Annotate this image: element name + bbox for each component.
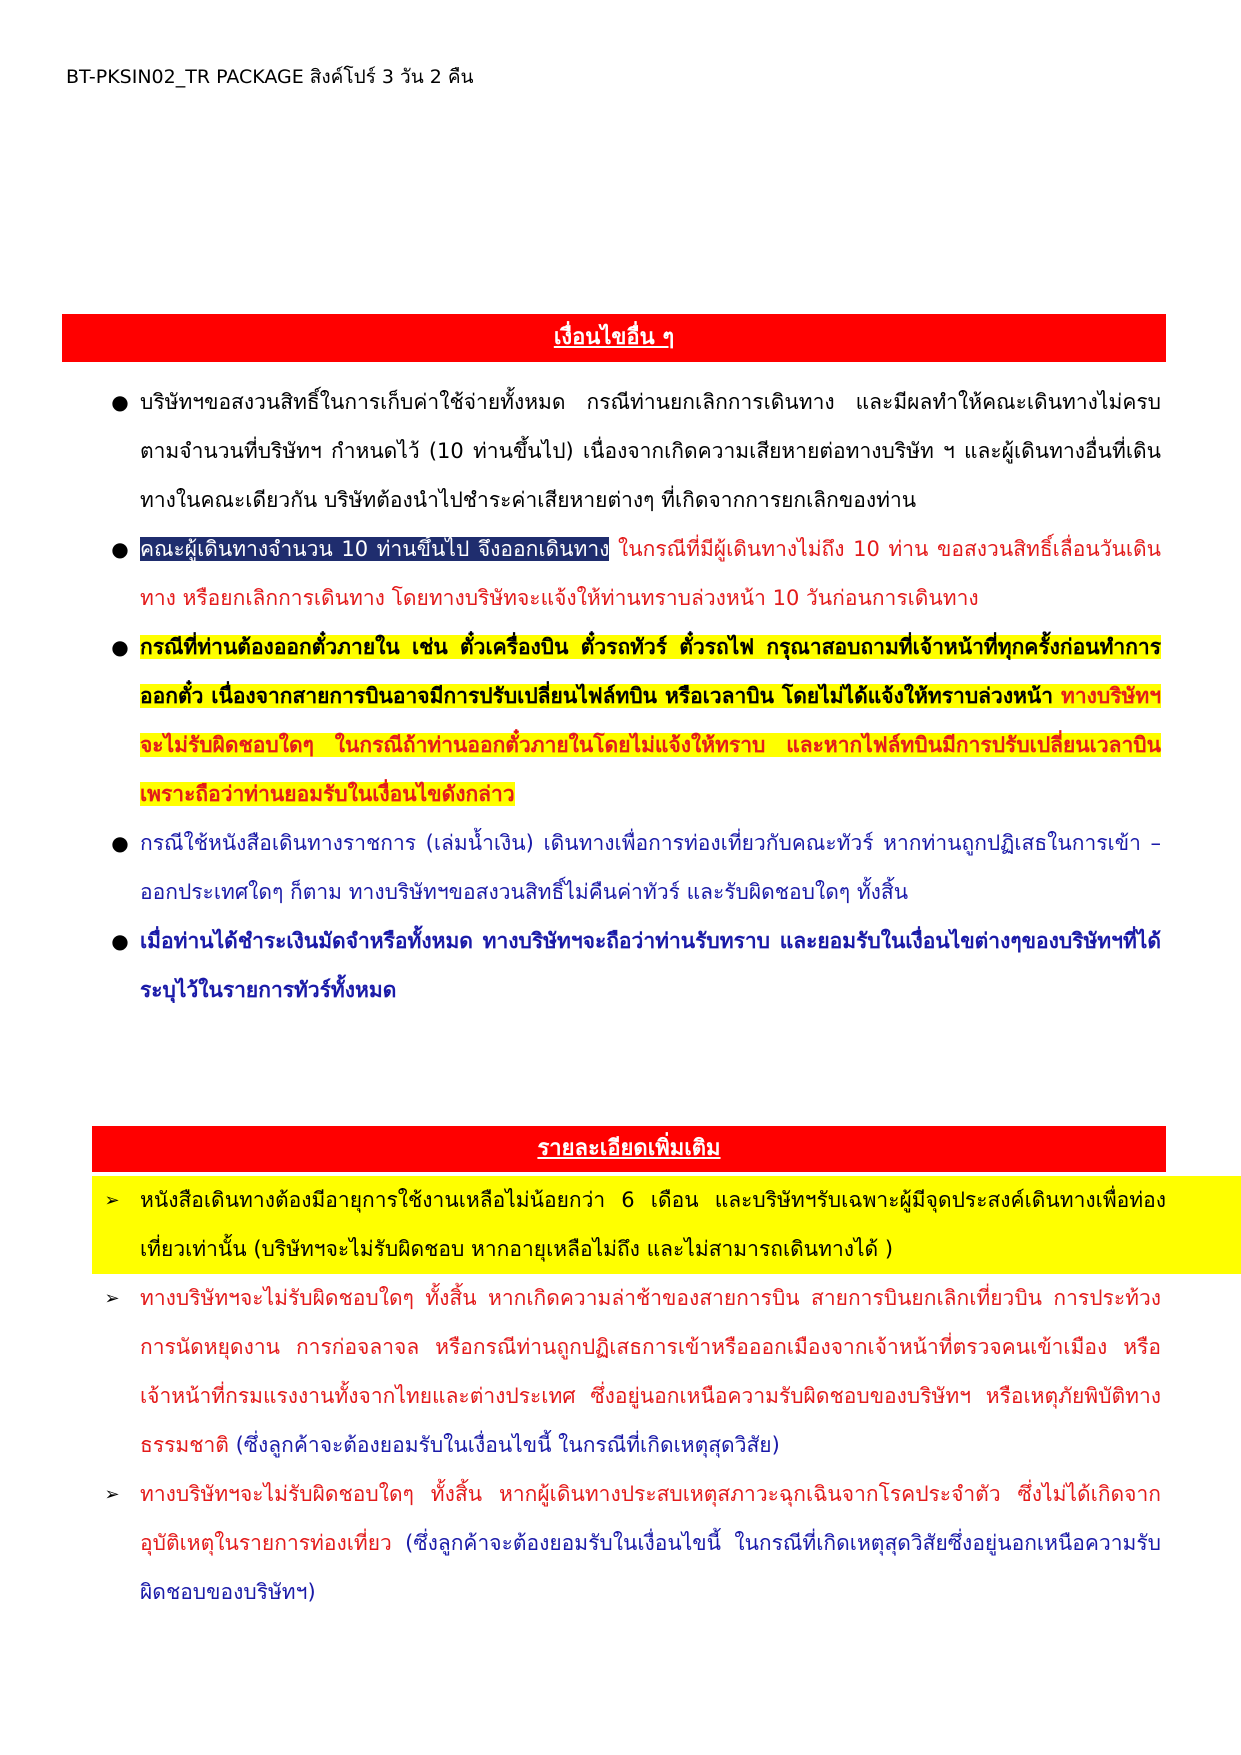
detail-medical-force-majeure-note: (ซึ่งลูกค้าจะต้องยอมรับในเงื่อนไขนี้ ในกรณีที่เกิดเหตุสุดวิสัยซึ่งอยู่นอกเหนือความรับผิดชอบของบริษัทฯ) [140, 1531, 1161, 1604]
document-code-header: BT-PKSIN02_TR PACKAGE สิงค์โปร์ 3 วัน 2 คืน [66, 66, 474, 88]
condition-payment-acceptance: เมื่อท่านได้ชำระเงินมัดจำหรือทั้งหมด ทางบริษัทฯจะถือว่าท่านรับทราบ และยอมรับในเงื่อนไขต่างๆของบริษัทฯที่ได้ระบุไว้ในรายการทัวร์ทั้งหมด [140, 929, 1161, 1002]
list-item [0, 1274, 1241, 1470]
detail-flight-delay-disclaimer: ทางบริษัทฯจะไม่รับผิดชอบใดๆ ทั้งสิ้น หากเกิดความล่าช้าของสายการบิน สายการบินยกเลิกเที่ยวบิน การประท้วง การนัดหยุดงาน การก่อจลาจล หรือกรณีท่านถูกปฏิเสธการเข้าหรือออกเมืองจากเจ้าหน้าที่ตรวจคนเข้าเมือง หรือเจ้าหน้าที่กรมแรงงานทั้งจากไทยและต่างประเทศ ซึ่งอยู่นอกเหนือความรับผิดชอบของบริษัทฯ หรือเหตุภัยพิบัติทางธรรมชาติ [140, 1286, 1161, 1457]
arrow-bullet-icon: ➢ [104, 1190, 120, 1211]
condition-domestic-ticket: กรณีที่ท่านต้องออกตั๋วภายใน เช่น ตั๋วเครื่องบิน ตั๋วรถทัวร์ ตั๋วรถไฟ กรุณาสอบถามที่เจ้าหน้าที่ทุกครั้งก่อนทำการออกตั๋ว เนื่องจากสายการบินอาจมีการปรับเปลี่ยนไฟล์ทบิน หรือเวลาบิน โดยไม่ได้แจ้งให้ทราบล่วงหน้า [140, 635, 1161, 708]
section-title-other-conditions: เงื่อนไขอื่น ๆ [62, 314, 1166, 362]
arrow-bullet-icon: ➢ [104, 1484, 120, 1505]
conditions-list [0, 378, 1241, 1015]
section-title-additional-details: รายละเอียดเพิ่มเติม [92, 1126, 1166, 1172]
condition-domestic-ticket-disclaimer: ทางบริษัทฯจะไม่รับผิดชอบใดๆ ในกรณีถ้าท่านออกตั๋วภายในโดยไม่แจ้งให้ทราบ และหากไฟล์ทบินมีการปรับเปลี่ยนเวลาบิน เพราะถือว่าท่านยอมรับในเงื่อนไขดังกล่าว [140, 684, 1161, 806]
list-item [92, 1176, 1241, 1274]
list-item [0, 378, 1241, 525]
arrow-bullet-icon: ➢ [104, 1288, 120, 1309]
list-item [0, 819, 1241, 917]
list-item [0, 917, 1241, 1015]
additional-details-list [0, 1176, 1241, 1617]
bullet-icon: ● [111, 537, 129, 561]
condition-min-group-detail: ในกรณีที่มีผู้เดินทางไม่ถึง 10 ท่าน ขอสงวนสิทธิ์เลื่อนวันเดินทาง หรือยกเลิกการเดินทาง โดยทางบริษัทจะแจ้งให้ท่านทราบล่วงหน้า 10 วันก่อนการเดินทาง [140, 537, 1162, 610]
list-item [0, 525, 1241, 623]
bullet-icon: ● [111, 390, 129, 414]
condition-cancellation-fee: บริษัทฯขอสงวนสิทธิ์ในการเก็บค่าใช้จ่ายทั้งหมด กรณีท่านยกเลิกการเดินทาง และมีผลทำให้คณะเดินทางไม่ครบตามจำนวนที่บริษัทฯ กำหนดไว้ (10 ท่านขึ้นไป) เนื่องจากเกิดความเสียหายต่อทางบริษัท ฯ และผู้เดินทางอื่นที่เดินทางในคณะเดียวกัน บริษัทต้องนำไปชำระค่าเสียหายต่างๆ ที่เกิดจากการยกเลิกของท่าน [140, 390, 1161, 512]
detail-force-majeure-note: (ซึ่งลูกค้าจะต้องยอมรับในเงื่อนไขนี้ ในกรณีที่เกิดเหตุสุดวิสัย) [228, 1433, 780, 1457]
detail-passport-validity: หนังสือเดินทางต้องมีอายุการใช้งานเหลือไม่น้อยกว่า 6 เดือน และบริษัทฯรับเฉพาะผู้มีจุดประสงค์เดินทางเพื่อท่องเที่ยวเท่านั้น (บริษัทฯจะไม่รับผิดชอบ หากอายุเหลือไม่ถึง และไม่สามารถเดินทางได้ ) [140, 1188, 1166, 1261]
condition-official-passport: กรณีใช้หนังสือเดินทางราชการ (เล่มน้ำเงิน) เดินทางเพื่อการท่องเที่ยวกับคณะทัวร์ หากท่านถูกปฏิเสธในการเข้า – ออกประเทศใดๆ ก็ตาม ทางบริษัทฯขอสงวนสิทธิ์ไม่คืนค่าทัวร์ และรับผิดชอบใดๆ ทั้งสิ้น [140, 831, 1161, 904]
detail-medical-emergency-disclaimer: ทางบริษัทฯจะไม่รับผิดชอบใดๆ ทั้งสิ้น หากผู้เดินทางประสบเหตุสภาวะฉุกเฉินจากโรคประจำตัว ซึ่งไม่ได้เกิดจากอุบัติเหตุในรายการท่องเที่ยว [140, 1482, 1161, 1555]
bullet-icon: ● [111, 635, 129, 659]
bullet-icon: ● [111, 831, 129, 855]
condition-min-group-highlight: คณะผู้เดินทางจำนวน 10 ท่านขึ้นไป จึงออกเดินทาง [140, 537, 610, 561]
list-item [0, 623, 1241, 819]
bullet-icon: ● [111, 929, 129, 953]
list-item [0, 1470, 1241, 1617]
